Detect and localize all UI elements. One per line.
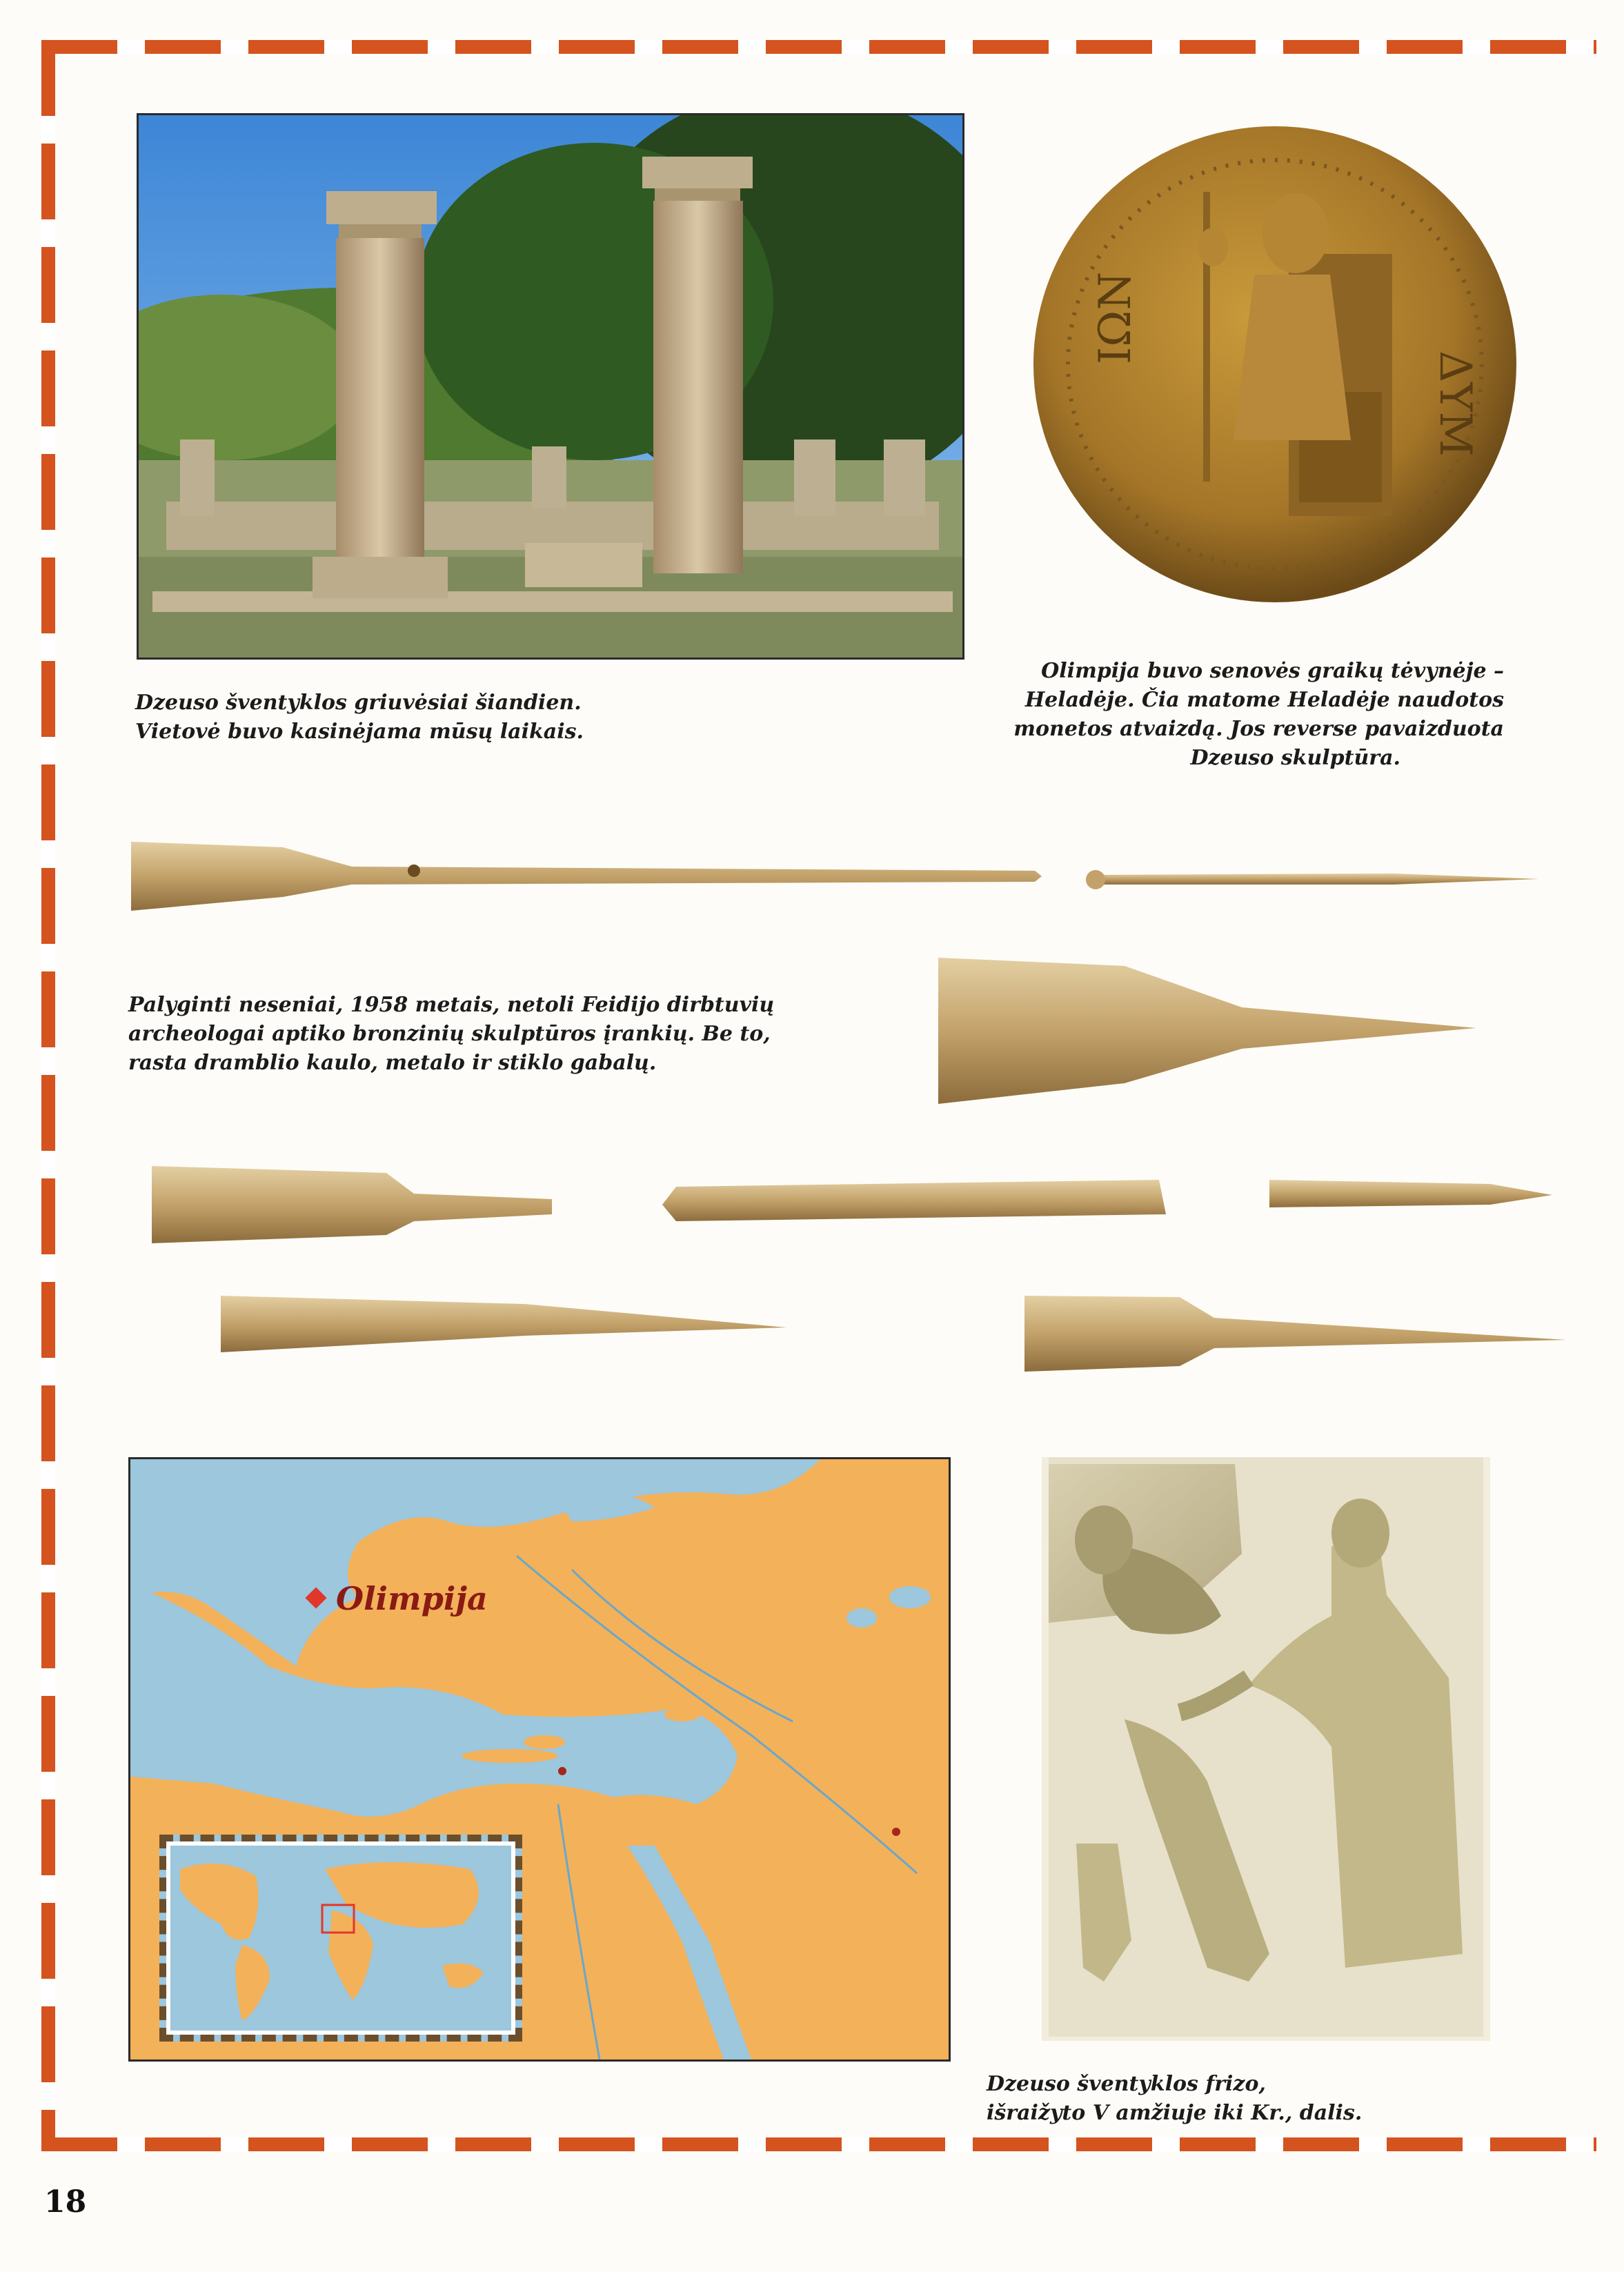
- frieze-caption: Dzeuso šventyklos frizo, išraižyto V amžiuje iki Kr., dalis.: [987, 2072, 1363, 2125]
- coin-legend-left: ΙΩΝ: [1090, 271, 1141, 364]
- tool-5: [662, 1180, 1166, 1221]
- ruins-illustration: [139, 115, 962, 658]
- tool-1: [131, 842, 1042, 911]
- frieze-illustration: [1042, 1457, 1490, 2041]
- ruins-caption: Dzeuso šventyklos griuvėsiai šiandien. Vietovė buvo kasinėjama mūsų laikais.: [135, 691, 584, 744]
- coin-caption: Olimpija buvo senovės graikų tėvynėje – Heladėje. Čia matome Heladėje naudotos monetos atvaizdą. Jos reverse pavaizduota Dzeuso skulptūra.: [1013, 659, 1504, 770]
- frieze-photo: [1042, 1457, 1490, 2041]
- tools-caption: Palyginti neseniai, 1958 metais, netoli Feidijo dirbtuvių archeologai aptiko bronzinių skulptūros įrankių. Be to, rasta dramblio kaulo, metalo ir stiklo gabalų.: [128, 993, 775, 1075]
- map: [128, 1457, 951, 2062]
- border-top: [41, 40, 1596, 54]
- tool-7: [221, 1296, 786, 1352]
- coin-legend-right: ΔΥΜ: [1429, 350, 1481, 457]
- map-label: Olimpija: [336, 1580, 488, 1617]
- bronze-tools: [124, 821, 1573, 1414]
- ruins-photo: [137, 113, 964, 660]
- border-bottom: [41, 2137, 1596, 2151]
- tool-6: [1269, 1180, 1552, 1207]
- coin-illustration: [1027, 116, 1523, 613]
- world-inset: [159, 1835, 522, 2042]
- tool-8: [1024, 1296, 1566, 1372]
- tool-2: [1097, 873, 1538, 885]
- border-left: [41, 40, 55, 2151]
- tool-4: [152, 1166, 552, 1243]
- tool-3: [938, 958, 1476, 1104]
- world-map-illustration: [166, 1841, 515, 2035]
- page-number: 18: [44, 2184, 87, 2220]
- coin-image: [1027, 116, 1523, 613]
